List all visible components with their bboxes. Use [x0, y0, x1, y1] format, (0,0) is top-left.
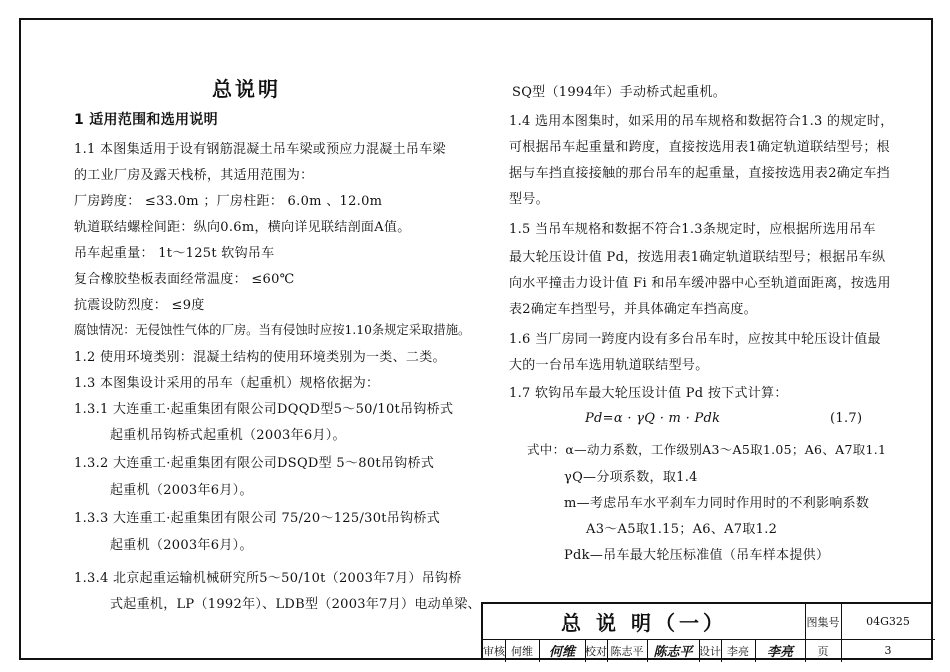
formula-number: (1.7): [830, 411, 863, 426]
text-line: 的工业厂房及露天栈桥，其适用范围为：: [74, 168, 314, 183]
text-line: 向水平撞击力设计值 Fi 和吊车缓冲器中心至轨道面距离，按选用: [509, 276, 891, 291]
text-line: 起重机（2003年6月）。: [110, 483, 253, 498]
where-line: A3～A5取1.15；A6、A7取1.2: [586, 522, 778, 537]
page-title: 总说明: [212, 77, 281, 101]
where-line: m—考虑吊车水平刹车力同时作用时的不利影响系数: [564, 496, 870, 511]
design-name: 李亮: [727, 644, 749, 658]
page-number: 3: [884, 644, 892, 657]
review-label: 审核: [483, 644, 505, 658]
text-line: 腐蚀情况：无侵蚀性气体的厂房。当有侵蚀时应按1.10条规定采取措施。: [74, 323, 471, 337]
text-line: 抗震设防烈度： ≤9度: [74, 298, 205, 313]
text-line: 1.3.2 大连重工·起重集团有限公司DSQD型 5～80t吊钩桥式: [74, 456, 435, 471]
page-label: 页: [817, 644, 829, 658]
atlas-number: 04G325: [866, 615, 910, 628]
text-line: 轨道联结螺栓间距：纵向0.6m，横向详见联结剖面A值。: [74, 220, 411, 235]
design-label: 设计: [699, 644, 721, 658]
text-line: 1.3.1 大连重工·起重集团有限公司DQQD型5～50/10t吊钩桥式: [74, 402, 454, 417]
review-name: 何维: [511, 644, 533, 658]
text-line: 1.3.3 大连重工·起重集团有限公司 75/20～125/30t吊钩桥式: [74, 511, 440, 526]
where-line: 式中：α—动力系数，工作级别A3～A5取1.05；A6、A7取1.1: [527, 442, 887, 457]
text-line: 1.3 本图集设计采用的吊车（起重机）规格依据为：: [74, 376, 380, 391]
title-block: [481, 602, 933, 660]
check-label: 校对: [585, 644, 607, 658]
text-line: 据与车挡直接接触的那台吊车的起重量，直接按选用表2确定车挡: [509, 166, 890, 181]
text-line: 1.4 选用本图集时，如采用的吊车规格和数据符合1.3 的规定时，: [509, 114, 894, 129]
text-line: 起重机吊钩桥式起重机（2003年6月）。: [110, 428, 346, 443]
review-signature: 何维: [548, 645, 575, 660]
text-line: 表2确定车挡型号，并具体确定车挡高度。: [509, 302, 757, 317]
where-line: Pdk—吊车最大轮压标准值（吊车样本提供）: [564, 548, 830, 563]
formula: Pd=α · γQ · m · Pdk: [585, 411, 721, 426]
text-line: 起重机（2003年6月）。: [110, 538, 253, 553]
text-line: SQ型（1994年）手动桥式起重机。: [512, 85, 727, 100]
design-signature: 李亮: [766, 645, 793, 660]
text-line: 可根据吊车起重量和跨度，直接按选用表1确定轨道联结型号；根: [509, 140, 890, 155]
text-line: 1.3.4 北京起重运输机械研究所5～50/10t（2003年7月）吊钩桥: [74, 571, 462, 586]
text-line: 1.7 软钩吊车最大轮压设计值 Pd 按下式计算：: [509, 386, 788, 401]
text-line: 型号。: [509, 192, 549, 207]
atlas-label: 图集号: [806, 615, 840, 629]
where-line: γQ—分项系数，取1.4: [564, 470, 698, 485]
text-line: 最大轮压设计值 Pd，按选用表1确定轨道联结型号；根据吊车纵: [509, 250, 886, 265]
text-line: 1.5 当吊车规格和数据不符合1.3条规定时，应根据所选用吊车: [509, 222, 876, 237]
text-line: 厂房跨度： ≤33.0m ；厂房柱距： 6.0m 、12.0m: [74, 194, 383, 209]
text-line: 吊车起重量： 1t～125t 软钩吊车: [74, 246, 275, 261]
drawing-title: 总 说 明（一）: [561, 611, 727, 635]
check-signature: 陈志平: [653, 645, 693, 660]
check-name: 陈志平: [610, 644, 644, 658]
text-line: 1.1 本图集适用于设有钢筋混凝土吊车梁或预应力混凝土吊车梁: [74, 142, 446, 157]
text-line: 复合橡胶垫板表面经常温度： ≤60℃: [74, 272, 295, 287]
section-heading: 1 适用范围和选用说明: [74, 112, 218, 128]
text-line: 大的一台吊车选用轨道联结型号。: [509, 358, 709, 373]
text-line: 1.2 使用环境类别：混凝土结构的使用环境类别为一类、二类。: [74, 350, 446, 365]
text-line: 式起重机，LP（1992年）、LDB型（2003年7月）电动单梁、: [110, 597, 481, 612]
text-line: 1.6 当厂房同一跨度内设有多台吊车时，应按其中轮压设计值最: [509, 332, 881, 347]
